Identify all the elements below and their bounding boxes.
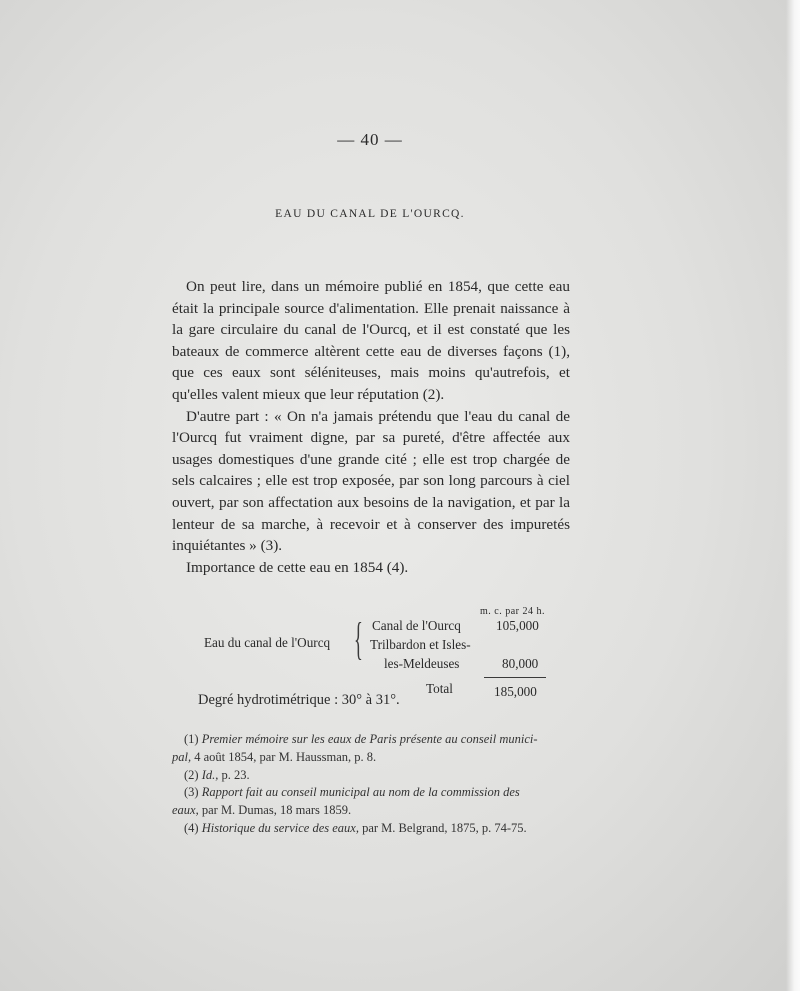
page-edge: [786, 0, 800, 991]
footnote-title: Rapport fait au conseil municipal au nom de la commission des: [201, 785, 520, 800]
footnote: [184, 820, 580, 838]
page-number: — 40 —: [337, 130, 403, 149]
item-value: 80,000: [502, 656, 539, 671]
footnote: [184, 784, 580, 802]
total-label: Total: [426, 681, 453, 696]
footnote-number: (1): [184, 732, 199, 746]
unit-header: m. c. par 24 h.: [480, 606, 545, 617]
sum-divider: [484, 677, 546, 678]
footnote-rest: p. 23.: [218, 767, 250, 782]
footnote-rest: par M. Belgrand, 1875, p. 74-75.: [358, 820, 527, 835]
footnote: [184, 731, 580, 749]
footnotes: [172, 731, 580, 838]
paragraph-1: On peut lire, dans un mémoire publié en 1854, que cette eau était la principale source d'alimentation. Elle prenait naissance à la gare circulaire du canal de l'Ourcq, et il est constaté que les bateaux de commerce altèrent cette eau de diverses façons (1), que ces eaux sont séléniteuses, mais moins qu'autrefois, et qu'elles valent mieux que leur réputation (2).: [172, 278, 570, 403]
item-name: Canal de l'Ourcq: [372, 618, 461, 633]
footnote-rest: par M. Dumas, 18 mars 1859.: [198, 803, 352, 818]
footnote-continuation: [172, 749, 580, 767]
body-text: [172, 276, 570, 578]
paragraph-2: D'autre part : « On n'a jamais prétendu que l'eau du canal de l'Ourcq fut vraiment digne, par sa pureté, d'être affectée aux usages domestiques d'une grande cité ; elle est trop chargée de sels calcaires ; elle est trop exposée, par son long parcours à ciel ouvert, par son affectation aux besoins de la navigation, et par la lenteur de sa marche, à recevoir et à conserver des impuretés inquiétantes » (3).: [172, 407, 570, 555]
footnote: [184, 767, 580, 785]
footnote-number: (2): [184, 767, 199, 782]
item-name-line1: Trilbardon et Isles-: [370, 637, 471, 652]
brace-icon: {: [354, 613, 363, 664]
paragraph-3: Importance de cette eau en 1854 (4).: [186, 558, 409, 576]
item-name-line2: les-Meldeuses: [384, 656, 460, 671]
footnote-number: (4): [184, 820, 199, 835]
section-title: EAU DU CANAL DE L'OURCQ.: [275, 208, 465, 220]
footnote-title: Historique du service des eaux,: [201, 820, 359, 835]
row-label: Eau du canal de l'Ourcq: [204, 635, 331, 650]
footnote-title-cont: eaux,: [172, 803, 199, 818]
footnote-title-cont: pal,: [172, 749, 192, 764]
footnote-continuation: [172, 802, 580, 820]
item-value: 105,000: [496, 618, 539, 633]
footnote-rest: 4 août 1854, par M. Haussman, p. 8.: [191, 749, 377, 764]
hydrotimetric-degree: Degré hydrotimétrique : 30° à 31°.: [198, 692, 400, 708]
footnote-title: Premier mémoire sur les eaux de Paris présente au conseil munici-: [201, 732, 538, 746]
footnote-number: (3): [184, 785, 199, 800]
water-volume-table: [172, 600, 572, 700]
footnote-title: Id.,: [201, 767, 219, 782]
total-value: 185,000: [494, 684, 537, 699]
